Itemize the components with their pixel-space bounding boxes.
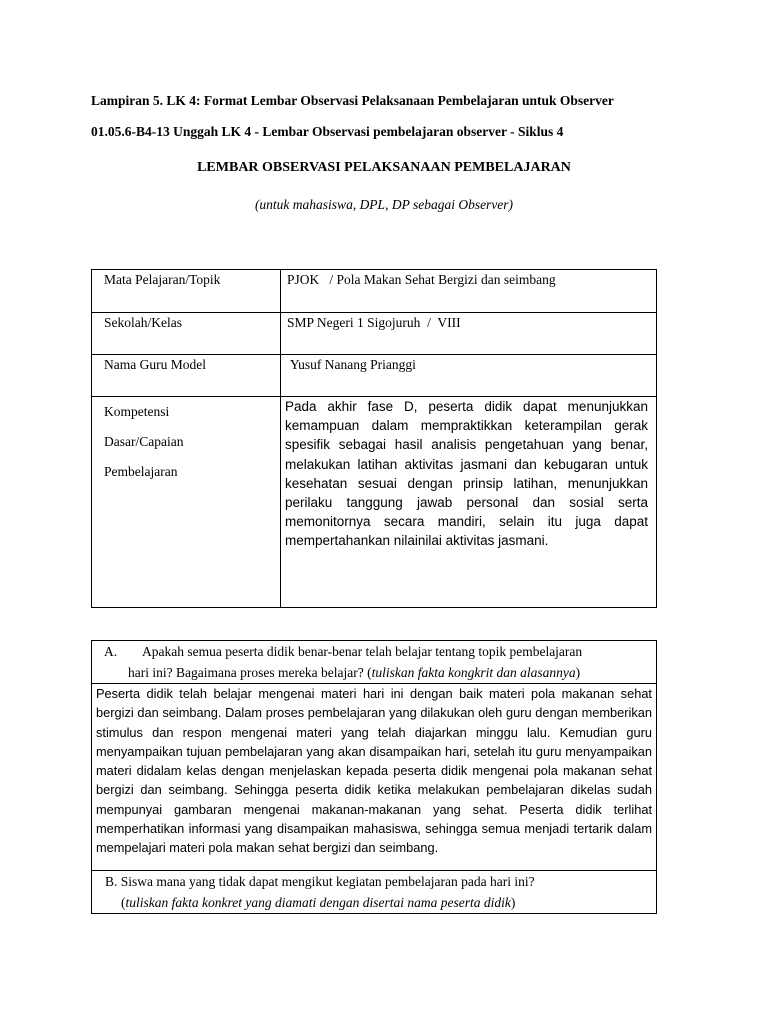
table-row xyxy=(92,684,657,871)
kompetensi-label-line: Kompetensi xyxy=(104,404,170,419)
info-table xyxy=(91,269,657,608)
table-row xyxy=(92,355,657,397)
guru-value: Yusuf Nanang Prianggi xyxy=(281,355,657,397)
question-a-line2: hari ini? Bagaimana proses mereka belajar? ( xyxy=(128,665,372,680)
question-a-letter: A. xyxy=(104,644,118,659)
guru-label: Nama Guru Model xyxy=(92,355,281,397)
table-row xyxy=(92,270,657,313)
question-b-text: B. Siswa mana yang tidak dapat mengikut kegiatan pembelajaran pada hari ini? xyxy=(105,874,535,889)
mapel-value: PJOK / Pola Makan Sehat Bergizi dan seimbang xyxy=(281,270,657,313)
kompetensi-value xyxy=(281,397,657,608)
question-b xyxy=(92,871,657,914)
table-row xyxy=(92,313,657,355)
table-row xyxy=(92,641,657,684)
sekolah-value: SMP Negeri 1 Sigojuruh / VIII xyxy=(281,313,657,355)
upload-heading: 01.05.6-B4-13 Unggah LK 4 - Lembar Observasi pembelajaran observer - Siklus 4 xyxy=(91,124,564,139)
page-title: LEMBAR OBSERVASI PELAKSANAAN PEMBELAJARAN xyxy=(197,160,571,175)
page-subtitle: (untuk mahasiswa, DPL, DP sebagai Observer) xyxy=(254,197,514,212)
question-b-close: ) xyxy=(510,895,516,910)
sekolah-label: Sekolah/Kelas xyxy=(92,313,281,355)
observation-section xyxy=(91,640,657,914)
appendix-heading: Lampiran 5. LK 4: Format Lembar Observasi Pelaksanaan Pembelajaran untuk Observer xyxy=(91,93,614,108)
kompetensi-label xyxy=(92,397,281,608)
answer-a: Peserta didik telah belajar mengenai materi hari ini dengan baik materi pola makanan sehat bergizi dan seimbang. Dalam proses pembelajaran yang dilakukan oleh guru dengan memberikan stimulus dan respon mengenai materi yang telah diajarkan minggu lalu. Kemudian guru menyampaikan tujuan pembelajaran yang akan disampaikan hari, setelah itu guru menyampaikan materi didalam kelas dengan menjelaskan kepada peserta didik mengenai pola makanan sehat bergizi dan seimbang. Sehingga peserta didik ketika melakukan pembelajaran dikelas sudah mempunyai gambaran mengenai makanan-makanan yang sehat. Peserta didik terlihat memperhatikan informasi yang disampaikan mahasiswa, sehingga semua menjadi tertarik dalam mempelajari materi pola makan sehat bergizi dan seimbang. xyxy=(92,684,657,871)
question-a-hint: tuliskan fakta kongkrit dan alasannya xyxy=(371,665,576,680)
question-a xyxy=(92,641,657,684)
kompetensi-label-line: Pembelajaran xyxy=(104,464,178,479)
question-b-hint: tuliskan fakta konkret yang diamati dengan disertai nama peserta didik xyxy=(125,895,511,910)
table-row xyxy=(92,397,657,608)
question-a-line1: Apakah semua peserta didik benar-benar telah belajar tentang topik pembelajaran xyxy=(142,644,583,659)
kompetensi-label-line: Dasar/Capaian xyxy=(104,434,184,449)
kompetensi-text: Pada akhir fase D, peserta didik dapat menunjukkan kemampuan dalam mempraktikkan keterampilan gerak spesifik sebagai hasil analisis pengetahuan yang benar, melakukan latihan aktivitas jasmani dan kebugaran untuk kesehatan sesuai dengan prinsip latihan, menunjukkan perilaku tanggung jawab personal dan sosial serta memonitornya secara mandiri, selain itu juga dapat mempertahankan nilainilai aktivitas jasmani. xyxy=(285,399,648,549)
question-a-close: ) xyxy=(575,665,581,680)
question-b-open: ( xyxy=(121,895,126,910)
mapel-label: Mata Pelajaran/Topik xyxy=(92,270,281,313)
table-row xyxy=(92,871,657,914)
